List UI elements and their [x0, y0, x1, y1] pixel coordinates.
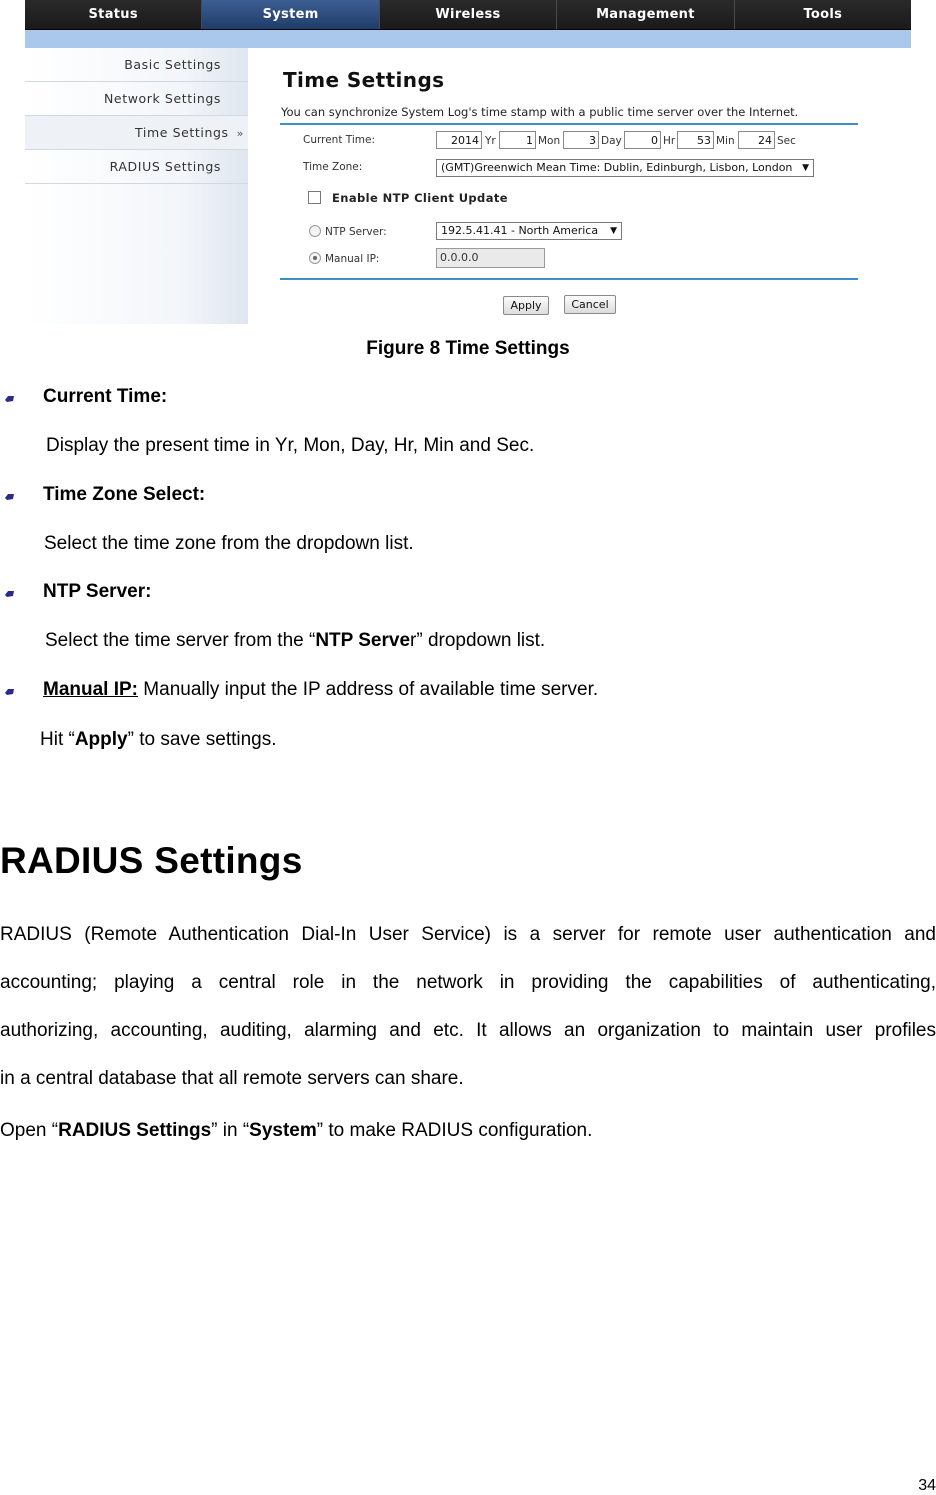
manual-ip-radio[interactable] [309, 252, 321, 264]
current-time-description: Display the present time in Yr, Mon, Day, Hr, Min and Sec. [46, 435, 535, 456]
nav-tab-tools[interactable]: Tools [803, 7, 843, 22]
hour-unit: Hr [663, 135, 676, 147]
panel-title: Time Settings [283, 68, 445, 92]
time-zone-heading: Time Zone Select: [43, 484, 206, 505]
nav-tab-wireless[interactable]: Wireless [380, 0, 557, 29]
nav-tab-management[interactable]: Management [557, 0, 734, 29]
radius-heading: RADIUS Settings [0, 840, 303, 881]
ntp-server-description [45, 630, 545, 652]
manual-ip-description: Manually input the IP address of available time server. [138, 679, 599, 700]
bullet-icon [4, 395, 15, 403]
ntp-server-radio[interactable] [309, 225, 321, 237]
manual-ip-input[interactable]: 0.0.0.0 [436, 248, 545, 268]
cancel-button[interactable]: Cancel [564, 295, 616, 314]
paragraph-line: authorizing, accounting, auditing, alarming and etc. It allows an organization to maintain user profiles [0, 1020, 936, 1041]
manual-ip-item [43, 679, 598, 701]
ntp-server-select[interactable] [436, 222, 622, 240]
day-unit: Day [601, 135, 622, 147]
bullet-icon [4, 688, 15, 696]
sidebar-item-label: Time Settings [135, 125, 229, 140]
manual-ip-heading: Manual IP: [43, 679, 139, 700]
sidebar-item-time-settings[interactable] [25, 116, 248, 150]
sidebar-item-label: Network Settings [103, 91, 221, 106]
time-zone-label: Time Zone: [303, 161, 363, 173]
ntp-server-value: 192.5.41.41 - North America [441, 224, 599, 237]
enable-ntp-label: Enable NTP Client Update [332, 191, 508, 205]
month-unit: Mon [538, 135, 561, 147]
top-nav [25, 0, 911, 30]
text-run: ” to make RADIUS configuration. [316, 1120, 593, 1141]
bullet-icon [4, 590, 15, 598]
hour-input[interactable]: 0 [624, 131, 661, 149]
text-run-bold: NTP Serve [315, 630, 411, 651]
time-zone-select[interactable] [436, 159, 814, 177]
time-settings-panel [280, 48, 860, 324]
current-time-label: Current Time: [303, 134, 376, 146]
ntp-server-label: NTP Server: [325, 226, 387, 238]
bullet-icon [4, 493, 15, 501]
paragraph-line: RADIUS (Remote Authentication Dial-In User Service) is a server for remote user authentication and [0, 924, 936, 945]
text-run-bold: System [249, 1120, 317, 1141]
time-settings-screenshot [25, 0, 911, 324]
nav-tab-status[interactable]: Status [25, 0, 202, 29]
radius-open-instruction [0, 1120, 592, 1142]
sidebar-item-basic-settings[interactable] [25, 48, 248, 82]
panel-description: You can synchronize System Log's time stamp with a public time server over the Internet. [281, 105, 799, 119]
text-run: ” in “ [211, 1120, 250, 1141]
text-run-bold: RADIUS Settings [58, 1120, 212, 1141]
month-input[interactable]: 1 [499, 131, 536, 149]
text-run: Hit “ [40, 729, 75, 750]
text-run: r” dropdown list. [410, 630, 546, 651]
text-run: Open “ [0, 1120, 59, 1141]
figure-caption: Figure 8 Time Settings [366, 338, 570, 359]
sidebar-item-radius-settings[interactable] [25, 150, 248, 184]
apply-instruction [40, 729, 277, 751]
second-input[interactable]: 24 [738, 131, 775, 149]
divider-bottom [280, 278, 858, 280]
sidebar-item-label: Basic Settings [124, 57, 221, 72]
sidebar-item-label: RADIUS Settings [109, 159, 221, 174]
ntp-server-heading: NTP Server: [43, 581, 152, 602]
current-time-heading: Current Time: [43, 386, 168, 407]
day-input[interactable]: 3 [563, 131, 599, 149]
time-zone-value: (GMT)Greenwich Mean Time: Dublin, Edinburgh, Lisbon, London [441, 161, 793, 174]
second-unit: Sec [777, 135, 796, 147]
double-chevron-right-icon: » [236, 127, 244, 140]
divider-top [280, 123, 858, 125]
apply-button[interactable]: Apply [503, 296, 549, 315]
text-run-bold: Apply [74, 729, 128, 750]
dropdown-arrow-icon: ▼ [610, 226, 617, 236]
nav-tab-system[interactable]: System [202, 0, 379, 29]
sidebar-item-network-settings[interactable] [25, 82, 248, 116]
text-run: Select the time server from the “ [45, 630, 316, 651]
sub-nav-bar [25, 30, 911, 48]
paragraph-line: accounting; playing a central role in the network in providing the capabilities of authenticating, [0, 972, 936, 993]
minute-unit: Min [716, 135, 735, 147]
paragraph-line: in a central database that all remote servers can share. [0, 1068, 464, 1089]
text-run: ” to save settings. [127, 729, 277, 750]
manual-ip-label: Manual IP: [325, 253, 380, 265]
dropdown-arrow-icon: ▼ [802, 163, 809, 173]
enable-ntp-checkbox[interactable] [308, 191, 321, 204]
minute-input[interactable]: 53 [677, 131, 714, 149]
time-zone-description: Select the time zone from the dropdown list. [44, 533, 414, 554]
radius-paragraph [0, 911, 936, 1103]
year-unit: Yr [485, 135, 496, 147]
page-number: 34 [918, 1477, 936, 1494]
sidebar [25, 48, 248, 324]
year-input[interactable]: 2014 [436, 131, 482, 149]
